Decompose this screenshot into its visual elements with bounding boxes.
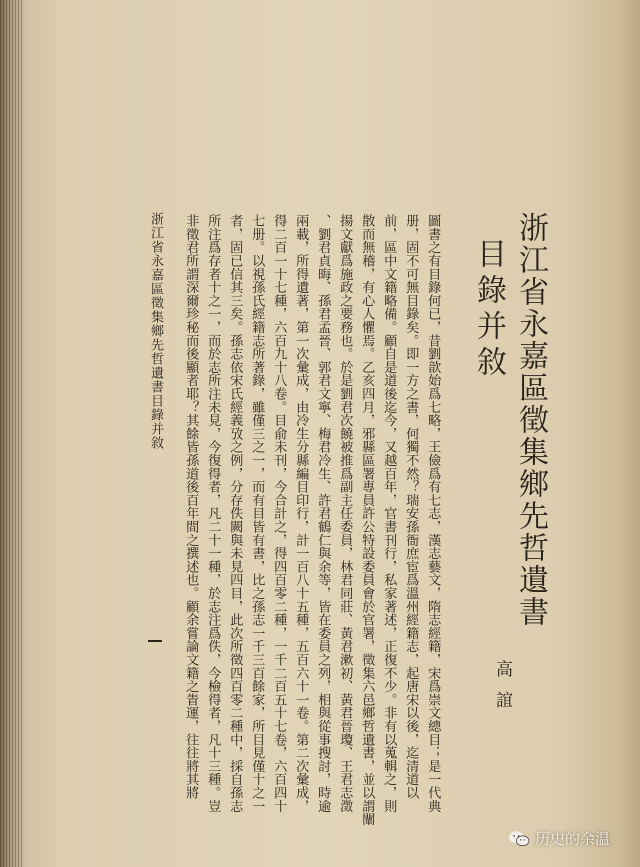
document-subtitle: 目錄并敘: [471, 238, 506, 382]
wechat-icon: [508, 830, 530, 848]
body-column: 者，固已信其三矣。孫志依宋氏經義攷之例，分存佚闕與未見四目，此次所徵四百零二種中，採自孫志: [227, 214, 243, 813]
body-column: 所注爲存者十之一，而於志所注未見，今復得者，凡二十一種，於志注爲佚，今檢得者，凡十三種。豈: [205, 214, 221, 813]
body-column: 非徵君所謂深爾珍秘而後顯者耶？其餘皆孫道後百年間之撰述也。顧余嘗論文籍之眚運，往往將其將: [183, 214, 199, 800]
watermark-text: 历史的余温: [535, 830, 611, 848]
watermark: [508, 828, 610, 849]
body-column: 前，區中文籍略備。顧自是道後迄今，又越百年，官書刊行，私家著述，正復不少。非有以蒐輯之，則: [381, 214, 397, 813]
body-column: 散而無稽，有心人懼焉。乙亥四月，邪縣區署專員許公特設委員會於官署，徵集六邑鄉哲遺書，並以謂闡: [359, 214, 375, 826]
book-spine-edge: [0, 0, 22, 867]
document-title: 浙江省永嘉區徵集鄉先哲遺書: [513, 212, 548, 628]
running-header: 浙江省永嘉區徵集鄉先哲遺書目錄并敘: [148, 212, 163, 450]
body-column: 圖書之有目錄何已，昔劉歆始爲七略，王儉爲有七志，漢志藝文，隋志經籍，宋爲崇文總目；是一代典: [425, 214, 441, 813]
page-number: [148, 640, 162, 642]
body-column: 、劉君貞晦、孫君孟晉、郭君文寧、梅君冷生、許君鶴仁與余等，皆在委員之列，相與從事搜討，時逾: [315, 214, 331, 813]
body-column: 得二百一十七種，六百九十八卷。目俞未刊，今合計之，得四百零二種，一千二百五十七卷，六百四十: [271, 214, 287, 813]
page-number-text: [148, 630, 162, 650]
body-column: 七册。以視孫氏經籍志所著錄，雖僅三之一，而有目皆有書，比之孫志一千三百餘家，所目見僅十之一: [249, 214, 265, 813]
body-column: 兩載，所得遺著，第一次彙成，由冷生分縣編目印行，計一百八十五種，五百六十一卷。第二次彙成，: [293, 214, 309, 813]
author-name: 高誼: [492, 660, 512, 722]
body-column: 册，固不可無目錄矣。即一方之書，何獨不然？瑞安孫衙庶宦爲溫州經籍志，起唐宋以後，迄清道以: [403, 214, 419, 800]
body-column: 揚文獻爲施政之要務也。於是劉君次饒被推爲副主任委員，林君同莊、黃君漱初、黃君晉瓊、王君志澂: [337, 214, 353, 813]
